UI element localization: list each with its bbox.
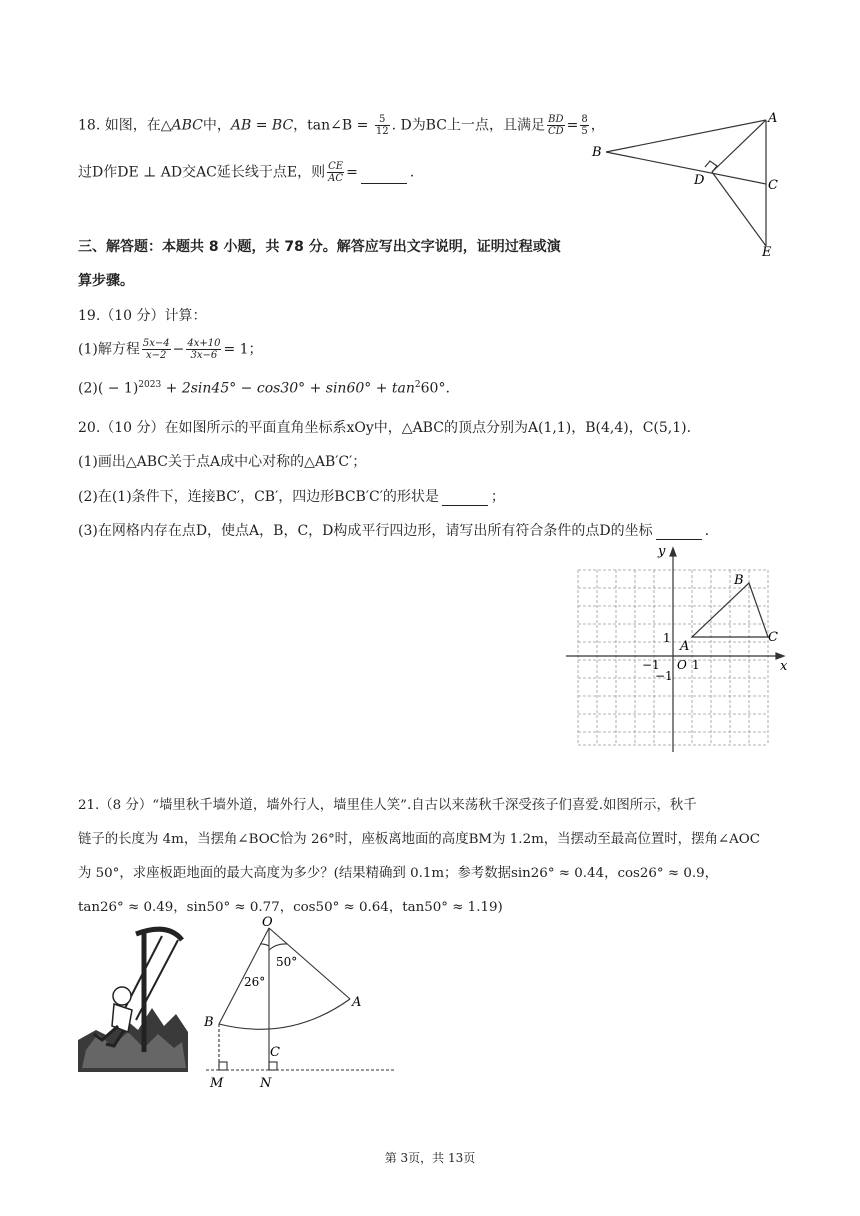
q20-tick-xneg1: −1: [642, 658, 660, 672]
q20-part2-text: (2)在(1)条件下，连接BC′，CB′，四边形BCB′C′的形状是: [78, 489, 439, 505]
q20-part2: [78, 486, 505, 506]
q19-exp: 2023: [138, 380, 162, 390]
q18-label-b: B: [592, 145, 602, 160]
q19-frac1: $\frac{5x-4}{x-2}$: [142, 338, 170, 361]
swing-illustration: [78, 922, 188, 1072]
q18-eq: =: [566, 117, 579, 134]
q18-comma: ，: [590, 117, 605, 134]
q18-text-d: . D为BC上一点，且满足: [391, 117, 545, 134]
q19-part1: [78, 338, 263, 361]
q19-exp2: 2: [414, 380, 421, 390]
q18-text-a: 如图，在△: [104, 117, 172, 134]
q20-part2-blank: [442, 493, 488, 506]
q18-figure: [588, 108, 788, 260]
section3-title-line2: 算步骤。: [78, 273, 134, 289]
q19-frac2: $\frac{4x+10}{3x-6}$: [187, 338, 221, 361]
section3-title-line1: 三、解答题：本题共 8 小题，共 78 分。解答应写出文字说明，证明过程或演: [78, 239, 561, 255]
q18-text-b: 中，: [202, 117, 231, 134]
q21-figure: [200, 914, 400, 1091]
q20-part3: [78, 520, 709, 540]
q20-head: 20.（10 分）在如图所示的平面直角坐标系xOy中，△ABC的顶点分别为A(1,1)，B(4,4)，C(5,1).: [78, 420, 692, 436]
page-footer: 第 3页，共 13页: [384, 1151, 476, 1165]
q18-abc: ABC: [171, 117, 203, 134]
q21-label-n: N: [260, 1076, 272, 1091]
q18-ratio-value: $\frac{8}{5}$: [581, 114, 588, 137]
q18-eq2: =: [346, 164, 358, 181]
q18-tan: ，tan∠B =: [293, 117, 369, 134]
q19-minus: −: [172, 341, 185, 358]
q21-label-a: A: [352, 995, 362, 1010]
q18-number: 18.: [78, 117, 101, 134]
q21-line2: 链子的长度为 4m，当摆角∠BOC恰为 26°时，座板离地面的高度BM为 1.2m，当摆动至最高位置时，摆角∠AOC: [78, 832, 760, 847]
q20-origin: O: [677, 658, 687, 672]
q18-line1: [78, 114, 605, 137]
q20-axis-y: y: [658, 544, 666, 559]
q18-label-d: D: [694, 173, 705, 188]
q20-part3-blank: [656, 527, 702, 540]
q18-label-c: C: [768, 178, 778, 193]
q19-base: (2)( − 1): [78, 380, 139, 397]
q21-label-m: M: [210, 1076, 224, 1091]
q19-end: 60°.: [420, 380, 450, 397]
q18-label-e: E: [762, 245, 772, 260]
q18-line2-text: 过D作DE ⊥ AD交AC延长线于点E，则: [78, 164, 326, 181]
q21-label-b: B: [204, 1015, 214, 1030]
q18-line2: [78, 161, 414, 184]
q20-grid-figure: [562, 542, 794, 754]
q20-part2-end: ；: [490, 489, 505, 505]
q21-line4: tan26° ≈ 0.49，sin50° ≈ 0.77，cos50° ≈ 0.64，tan50° ≈ 1.19): [78, 900, 503, 915]
q18-period: .: [409, 164, 415, 181]
q21-label-o: O: [262, 915, 273, 930]
q20-part3-end: .: [704, 523, 710, 539]
q21-line3: 为 50°，求座板距地面的最大高度为多少？(结果精确到 0.1m；参考数据sin26° ≈ 0.44，cos26° ≈ 0.9，: [78, 866, 719, 881]
q19-rest: + 2sin45° − cos30° + sin60° + tan: [161, 380, 415, 397]
q19-part2: [78, 380, 450, 397]
q20-label-a: A: [680, 639, 690, 654]
q19-part1-end: = 1；: [223, 341, 263, 358]
q21-angle-50: 50°: [276, 955, 298, 969]
q20-tick-y1: 1: [663, 631, 671, 645]
q20-tick-x1: 1: [692, 658, 700, 672]
q20-label-c: C: [768, 630, 778, 645]
q18-cond: AB = BC: [230, 117, 294, 134]
q19-part1-label: (1)解方程: [78, 341, 140, 358]
q18-ratio-fraction: $\frac{BD}{CD}$: [547, 114, 564, 137]
q20-tick-yneg1: −1: [655, 669, 673, 683]
q21-angle-26: 26°: [244, 975, 266, 989]
q20-part3-text: (3)在网格内存在点D，使点A，B，C，D构成平行四边形，请写出所有符合条件的点D的坐标: [78, 523, 653, 539]
q18-tan-fraction: $\frac{5}{12}$: [375, 114, 389, 137]
q18-answer-blank: [361, 171, 407, 184]
q21-label-c: C: [270, 1045, 280, 1060]
q18-ce-fraction: $\frac{CE}{AC}$: [328, 161, 344, 184]
q19-head: 19.（10 分）计算：: [78, 308, 207, 324]
q20-axis-x: x: [780, 659, 788, 674]
q18-label-a: A: [768, 111, 778, 126]
q21-line1: 21.（8 分）“墙里秋千墙外道，墙外行人，墙里佳人笑”.自古以来荡秋千深受孩子们喜爱.如图所示，秋千: [78, 798, 697, 813]
q20-label-b: B: [734, 573, 744, 588]
q20-part1: (1)画出△ABC关于点A成中心对称的△AB′C′；: [78, 454, 367, 470]
